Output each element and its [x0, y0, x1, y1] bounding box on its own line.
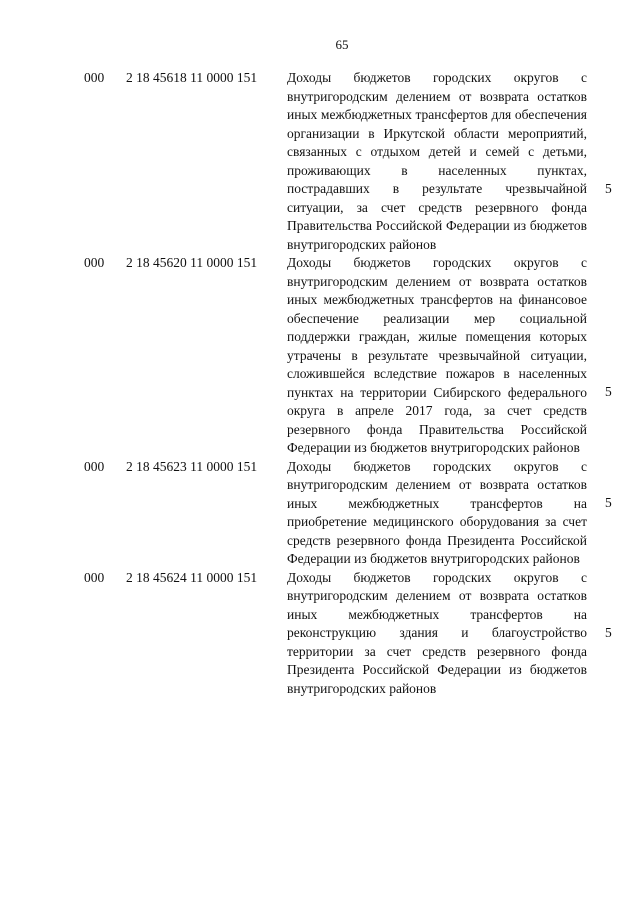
- table-row: [0, 254, 640, 458]
- table-row: [0, 458, 640, 569]
- revenue-description: Доходы бюджетов городских округов с внутригородским делением от возврата остатков иных межбюджетных трансфертов на финансовое обеспечение реализации мер социальной поддержки граждан, жилые помещения которых утрачены в результате чрезвычайной ситуации, сложившейся вследствие пожаров в населенных пунктах на территории Сибирского федерального округа в апреле 2017 года, за счет средств резервного фонда Правительства Российской Федерации из бюджетов внутригородских районов: [287, 255, 587, 455]
- admin-code: 000: [84, 569, 105, 585]
- amount-value: 5: [605, 384, 612, 399]
- admin-code: 000: [84, 458, 105, 474]
- amount-value: 5: [605, 495, 612, 510]
- admin-code: 000: [84, 255, 105, 270]
- budget-classification-code: 2 18 45623 11 0000 151: [126, 458, 258, 474]
- revenue-code-table: [0, 69, 640, 698]
- revenue-description: Доходы бюджетов городских округов с внутригородским делением от возврата остатков иных межбюджетных трансфертов на реконструкцию здания и благоустройство территории за счет средств резервного фонда Президента Российской Федерации из бюджетов внутригородских районов: [287, 569, 587, 696]
- budget-classification-code: 2 18 45618 11 0000 151: [126, 70, 258, 85]
- amount-value: 5: [605, 624, 612, 640]
- budget-classification-code: 2 18 45624 11 0000 151: [126, 569, 258, 585]
- page-number: 65: [335, 37, 349, 52]
- table-row: [0, 569, 640, 699]
- amount-value: 5: [605, 180, 612, 196]
- budget-classification-code: 2 18 45620 11 0000 151: [126, 255, 258, 270]
- revenue-description: Доходы бюджетов городских округов с внутригородским делением от возврата остатков иных межбюджетных трансфертов на приобретение медицинского оборудования за счет средств резервного фонда Президента Российской Федерации из бюджетов внутригородских районов: [287, 458, 587, 566]
- revenue-description: Доходы бюджетов городских округов с внутригородским делением от возврата остатков иных межбюджетных трансфертов для обеспечения организации в Иркутской области мероприятий, связанных с отдыхом детей и семей с детьми, проживающих в населенных пунктах, пострадавших в результате чрезвычайной ситуации, за счет средств резервного фонда Правительства Российской Федерации из бюджетов внутригородских районов: [287, 70, 587, 252]
- admin-code: 000: [84, 70, 105, 85]
- table-row: [0, 69, 640, 254]
